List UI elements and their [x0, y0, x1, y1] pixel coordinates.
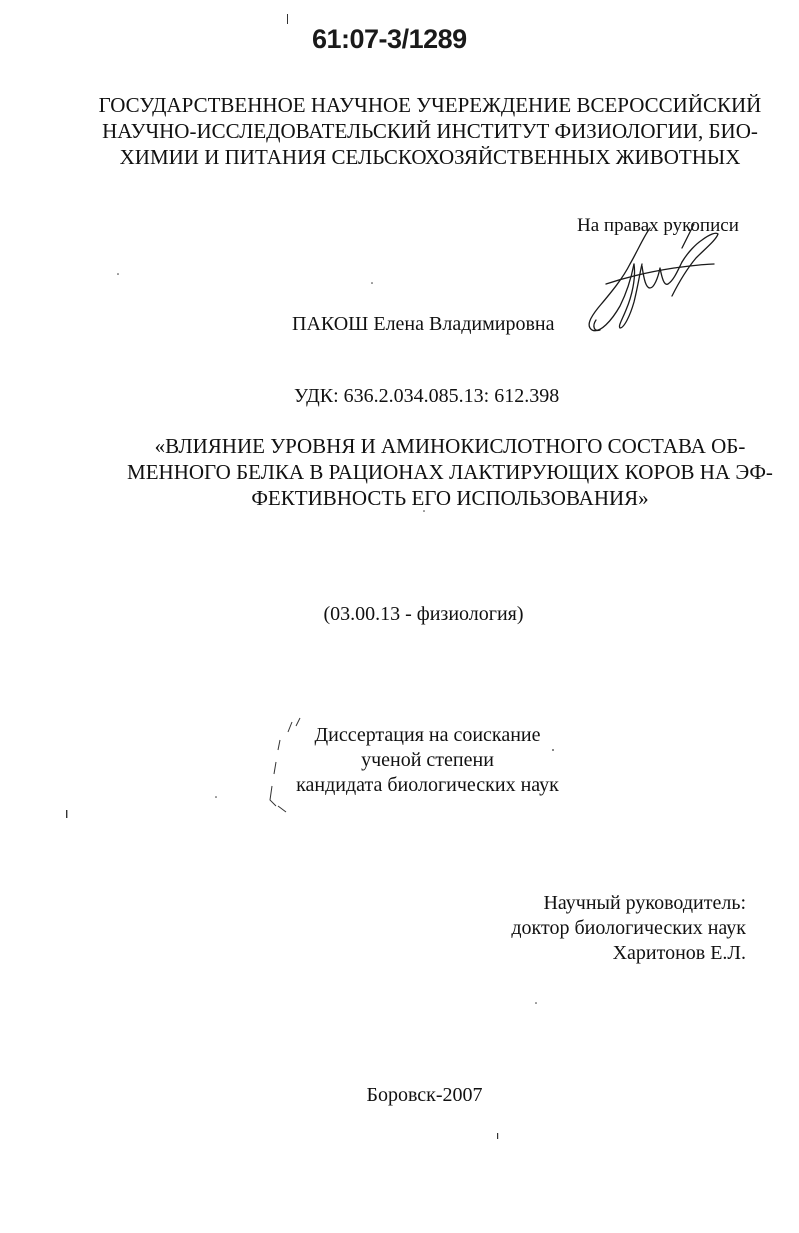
- author-name: ПАКОШ Елена Владимировна: [292, 313, 555, 335]
- specialty-code: (03.00.13 - физиология): [323, 603, 524, 625]
- manuscript-rights-note: На правах рукописи: [577, 215, 739, 236]
- institution-heading: [80, 92, 780, 170]
- title-line: МЕННОГО БЕЛКА В РАЦИОНАХ ЛАКТИРУЮЩИХ КОРОВ НА ЭФ-: [127, 460, 773, 484]
- handwritten-signature: [578, 222, 728, 340]
- title-line: ФЕКТИВНОСТЬ ЕГО ИСПОЛЬЗОВАНИЯ»: [251, 486, 649, 510]
- udk-code: УДК: 636.2.034.085.13: 612.398: [294, 385, 560, 407]
- degree-statement: [285, 723, 570, 798]
- institution-line: ГОСУДАРСТВЕННОЕ НАУЧНОЕ УЧЕРЕЖДЕНИЕ ВСЕРОССИЙСКИЙ: [98, 93, 762, 117]
- city-and-year: Боровск-2007: [366, 1084, 483, 1106]
- advisor-degree: доктор биологических наук: [511, 917, 746, 939]
- advisor-name: Харитонов Е.Л.: [612, 942, 746, 964]
- dissertation-title: [80, 433, 799, 511]
- archive-number-stamp: 61:07-3/1289: [312, 24, 467, 54]
- degree-line: кандидата биологических наук: [296, 774, 559, 796]
- degree-line: ученой степени: [361, 749, 494, 771]
- degree-line: Диссертация на соискание: [314, 724, 541, 746]
- institution-line: ХИМИИ И ПИТАНИЯ СЕЛЬСКОХОЗЯЙСТВЕННЫХ ЖИВОТНЫХ: [119, 145, 741, 169]
- institution-line: НАУЧНО-ИССЛЕДОВАТЕЛЬСКИЙ ИНСТИТУТ ФИЗИОЛОГИИ, БИО-: [102, 119, 758, 143]
- title-line: «ВЛИЯНИЕ УРОВНЯ И АМИНОКИСЛОТНОГО СОСТАВА ОБ-: [154, 434, 746, 458]
- scientific-advisor: [511, 891, 746, 966]
- advisor-role: Научный руководитель:: [543, 892, 746, 914]
